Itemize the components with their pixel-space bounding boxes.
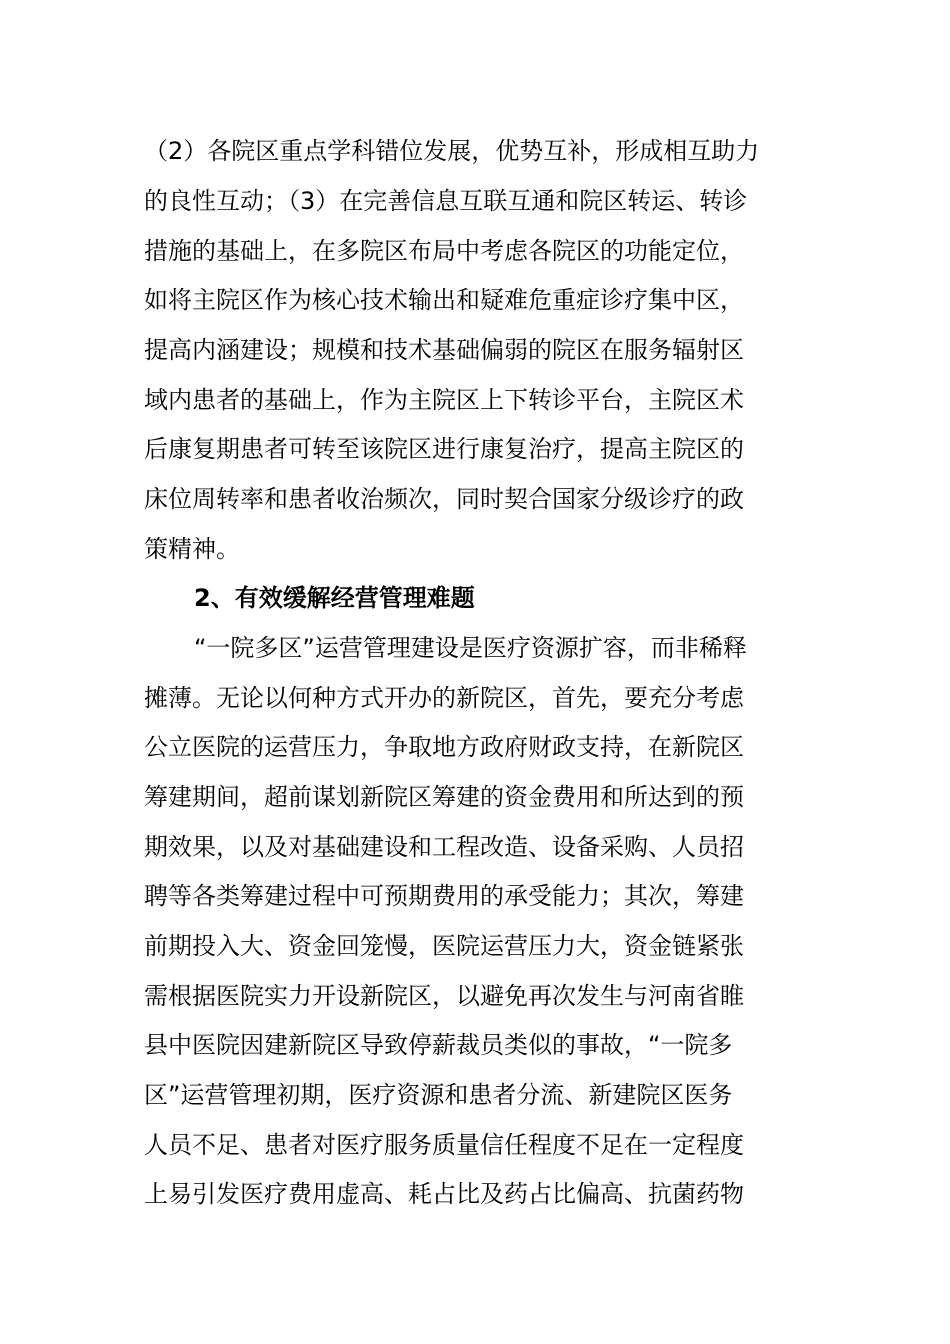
body-text-line: 人员不足、患者对医疗服务质量信任程度不足在一定程度 <box>144 1131 744 1159</box>
body-text-line: 域内患者的基础上，作为主院区上下转诊平台，主院区术 <box>144 386 744 414</box>
body-text-line: “一院多区”运营管理建设是医疗资源扩容，而非稀释 <box>194 634 747 662</box>
body-text-line: 筹建期间，超前谋划新院区筹建的资金费用和所达到的预 <box>144 783 744 811</box>
body-text-line: 需根据医院实力开设新院区，以避免再次发生与河南省睢 <box>144 982 744 1010</box>
body-text-line: 的良性互动；（3）在完善信息互联互通和院区转运、转诊 <box>144 187 748 215</box>
section-heading: 2、有效缓解经营管理难题 <box>194 584 475 612</box>
body-text-line: 县中医院因建新院区导致停薪裁员类似的事故，“一院多 <box>144 1031 733 1059</box>
body-text-line: 聘等各类筹建过程中可预期费用的承受能力；其次，筹建 <box>144 882 744 910</box>
body-text-line: 上易引发医疗费用虚高、耗占比及药占比偏高、抗菌药物 <box>144 1180 744 1208</box>
body-text-line: 后康复期患者可转至该院区进行康复治疗，提高主院区的 <box>144 435 744 463</box>
body-text-line: 如将主院区作为核心技术输出和疑难危重症诊疗集中区， <box>144 286 744 314</box>
body-text-line: 措施的基础上，在多院区布局中考虑各院区的功能定位， <box>144 237 744 265</box>
body-text-line: （2）各院区重点学科错位发展，优势互补，形成相互助力 <box>144 137 760 165</box>
body-text-line: 区”运营管理初期，医疗资源和患者分流、新建院区医务 <box>144 1081 733 1109</box>
body-text-line: 提高内涵建设；规模和技术基础偏弱的院区在服务辐射区 <box>144 336 744 364</box>
body-text-line: 期效果，以及对基础建设和工程改造、设备采购、人员招 <box>144 833 744 861</box>
body-text-line: 床位周转率和患者收治频次，同时契合国家分级诊疗的政 <box>144 485 744 513</box>
body-text-line: 前期投入大、资金回笼慢，医院运营压力大，资金链紧张 <box>144 932 744 960</box>
body-text-line: 公立医院的运营压力，争取地方政府财政支持，在新院区 <box>144 733 744 761</box>
body-text-line: 摊薄。无论以何种方式开办的新院区，首先，要充分考虑 <box>144 684 744 712</box>
body-text-line: 策精神。 <box>144 535 240 563</box>
